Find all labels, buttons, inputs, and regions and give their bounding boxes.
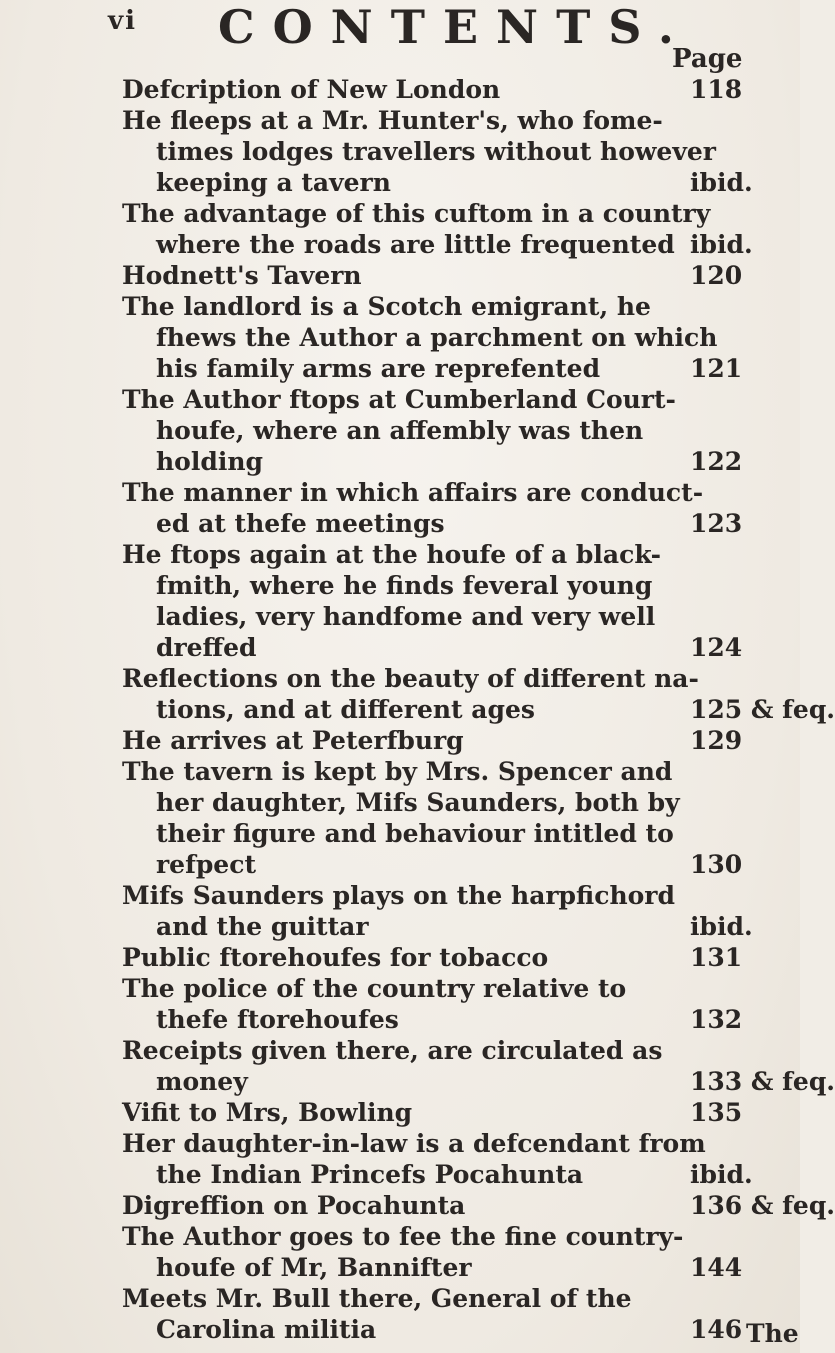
catchword: The xyxy=(746,1319,799,1348)
contents-entry xyxy=(122,1159,782,1190)
contents-entry xyxy=(122,601,782,632)
entry-page-number: 124 xyxy=(690,633,743,662)
running-head-title: CONTENTS. xyxy=(218,0,692,54)
contents-entry xyxy=(122,508,782,539)
entry-page-number: 146 xyxy=(690,1315,743,1344)
contents-entry xyxy=(122,260,782,291)
entry-text: Public ftorehoufes for tobacco xyxy=(122,943,549,972)
entry-page-number: 144 xyxy=(690,1253,743,1282)
entry-text: The police of the country relative to xyxy=(122,974,627,1003)
entry-page-number: 136 & feq. xyxy=(690,1191,835,1220)
contents-entry xyxy=(122,1066,835,1097)
entry-page-number: 122 xyxy=(690,447,743,476)
entry-text: The Author goes to fee the fine country- xyxy=(122,1222,684,1251)
contents-entry xyxy=(122,415,782,446)
entry-page-number: 135 xyxy=(690,1098,743,1127)
entry-text: Defcription of New London xyxy=(122,75,501,104)
entry-text: money xyxy=(156,1067,248,1096)
entry-text: ladies, very handfome and very well xyxy=(156,602,656,631)
entry-text: tions, and at different ages xyxy=(156,695,535,724)
entry-text: The Author ftops at Cumberland Court- xyxy=(122,385,676,414)
entry-text: holding xyxy=(156,447,263,476)
entry-text: fhews the Author a parchment on which xyxy=(156,323,718,352)
entry-text: He ftops again at the houfe of a black- xyxy=(122,540,662,569)
contents-entry xyxy=(122,1252,782,1283)
contents-entry xyxy=(122,167,782,198)
contents-entry xyxy=(122,787,782,818)
page-column-label: Page xyxy=(672,44,743,74)
contents-entry xyxy=(122,229,782,260)
entry-page-number: 132 xyxy=(690,1005,743,1034)
contents-entry xyxy=(122,663,782,694)
contents-entry xyxy=(122,694,835,725)
entry-text: and the guittar xyxy=(156,912,369,941)
contents-entry xyxy=(122,756,782,787)
entry-text: He arrives at Peterfburg xyxy=(122,726,464,755)
entry-page-number: 121 xyxy=(690,354,743,383)
entry-text: dreffed xyxy=(156,633,257,662)
contents-entry xyxy=(122,105,782,136)
contents-entry xyxy=(122,198,782,229)
contents-entry xyxy=(122,1097,782,1128)
contents-entry xyxy=(122,1314,782,1345)
contents-list xyxy=(122,74,835,1345)
contents-entry xyxy=(122,570,782,601)
entry-text: keeping a tavern xyxy=(156,168,391,197)
entry-page-number: 131 xyxy=(690,943,743,972)
entry-page-number: 130 xyxy=(690,850,743,879)
entry-page-number: 120 xyxy=(690,261,743,290)
entry-text: Her daughter-in-law is a defcendant from xyxy=(122,1129,706,1158)
entry-text: the Indian Princefs Pocahunta xyxy=(156,1160,584,1189)
entry-page-number: 125 & feq. xyxy=(690,695,835,724)
contents-entry xyxy=(122,1128,782,1159)
contents-entry xyxy=(122,353,782,384)
contents-entry xyxy=(122,446,782,477)
contents-entry xyxy=(122,1035,782,1066)
contents-entry xyxy=(122,1004,782,1035)
entry-text: where the roads are little frequented xyxy=(156,230,675,259)
contents-entry xyxy=(122,880,782,911)
entry-text: The landlord is a Scotch emigrant, he xyxy=(122,292,651,321)
entry-page-number: 123 xyxy=(690,509,743,538)
entry-text: Mifs Saunders plays on the harpfichord xyxy=(122,881,675,910)
contents-entry xyxy=(122,849,782,880)
contents-entry xyxy=(122,539,782,570)
entry-text: times lodges travellers without however xyxy=(156,137,716,166)
entry-text: Digreffion on Pocahunta xyxy=(122,1191,466,1220)
entry-text: her daughter, Mifs Saunders, both by xyxy=(156,788,680,817)
contents-entry xyxy=(122,1190,835,1221)
entry-page-number: 118 xyxy=(690,75,743,104)
entry-text: Carolina militia xyxy=(156,1315,377,1344)
contents-entry xyxy=(122,818,782,849)
page-folio: vi xyxy=(108,6,137,36)
entry-text: thefe ftorehoufes xyxy=(156,1005,399,1034)
entry-text: refpect xyxy=(156,850,256,879)
entry-text: his family arms are reprefented xyxy=(156,354,601,383)
contents-entry xyxy=(122,74,782,105)
contents-entry xyxy=(122,322,782,353)
entry-text: The tavern is kept by Mrs. Spencer and xyxy=(122,757,673,786)
entry-text: Meets Mr. Bull there, General of the xyxy=(122,1284,632,1313)
entry-text: houfe, where an affembly was then xyxy=(156,416,644,445)
contents-entry xyxy=(122,911,782,942)
contents-entry xyxy=(122,725,782,756)
entry-page-number: ibid. xyxy=(690,1160,753,1189)
contents-entry xyxy=(122,291,782,322)
contents-entry xyxy=(122,942,782,973)
entry-page-number: ibid. xyxy=(690,912,753,941)
contents-entry xyxy=(122,1221,782,1252)
entry-text: Vifit to Mrs, Bowling xyxy=(122,1098,413,1127)
contents-entry xyxy=(122,384,782,415)
entry-text: Hodnett's Tavern xyxy=(122,261,362,290)
entry-page-number: ibid. xyxy=(690,168,753,197)
entry-text: The manner in which affairs are conduct- xyxy=(122,478,704,507)
entry-text: Receipts given there, are circulated as xyxy=(122,1036,663,1065)
contents-entry xyxy=(122,477,782,508)
entry-text: houfe of Mr, Bannifter xyxy=(156,1253,472,1282)
contents-entry xyxy=(122,973,782,1004)
entry-text: ed at thefe meetings xyxy=(156,509,445,538)
entry-text: fmith, where he finds feveral young xyxy=(156,571,653,600)
contents-entry xyxy=(122,1283,782,1314)
entry-text: their figure and behaviour intitled to xyxy=(156,819,674,848)
entry-text: He fleeps at a Mr. Hunter's, who fome- xyxy=(122,106,663,135)
entry-text: The advantage of this cuftom in a country xyxy=(122,199,711,228)
entry-page-number: 129 xyxy=(690,726,743,755)
entry-page-number: 133 & feq. xyxy=(690,1067,835,1096)
entry-text: Reflections on the beauty of different na- xyxy=(122,664,699,693)
contents-entry xyxy=(122,632,782,663)
contents-entry xyxy=(122,136,782,167)
entry-page-number: ibid. xyxy=(690,230,753,259)
